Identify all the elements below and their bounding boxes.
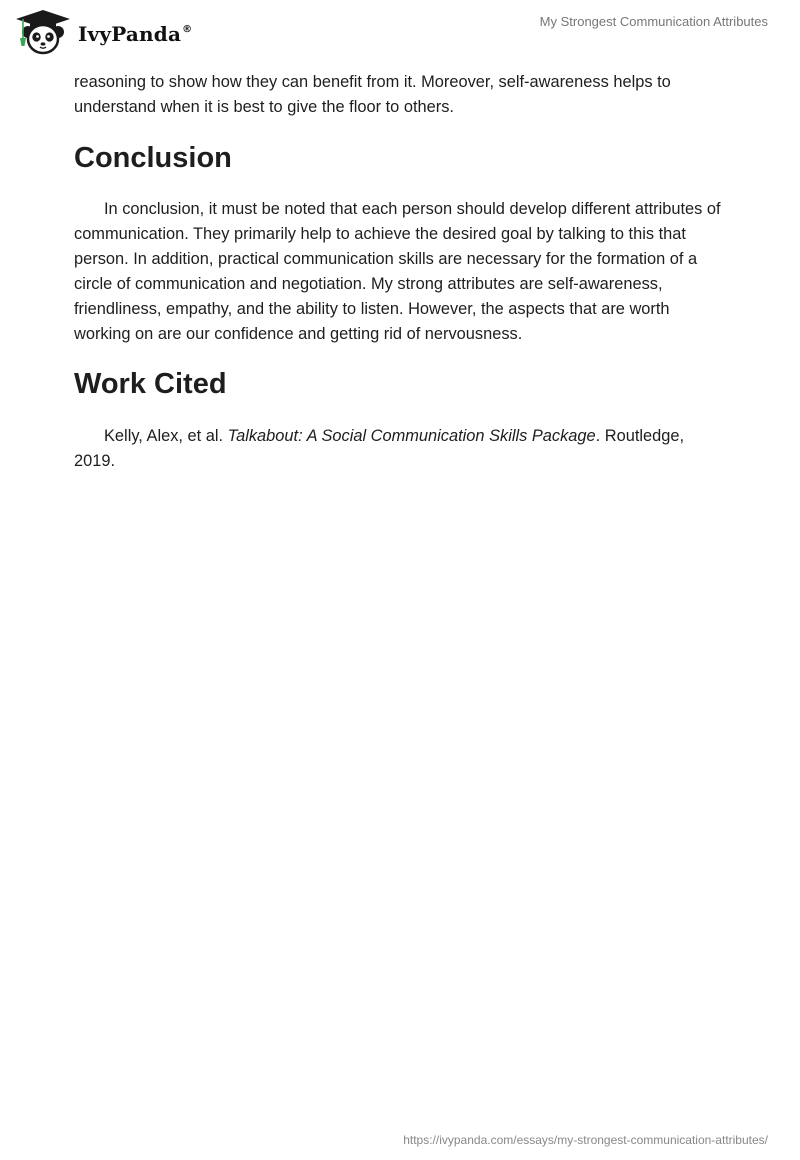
registered-mark: ® xyxy=(182,24,193,35)
citation-entry xyxy=(74,424,724,474)
logo-wordmark xyxy=(78,22,192,46)
ivypanda-logo[interactable] xyxy=(14,8,192,56)
intro-paragraph: reasoning to show how they can benefit from it. Moreover, self-awareness helps to understand when it is best to give the floor to others. xyxy=(74,73,671,116)
page-header xyxy=(0,0,800,60)
citation-authors: Kelly, Alex, et al. xyxy=(104,427,228,445)
conclusion-heading: Conclusion xyxy=(74,142,232,174)
page-title: My Strongest Communication Attributes xyxy=(539,14,768,29)
citation-publisher: . Routledge, 2019. xyxy=(74,427,685,470)
citation-title: Talkabout: A Social Communication Skills Package xyxy=(227,427,596,445)
essay-content xyxy=(74,70,724,474)
panda-graduation-cap-icon xyxy=(14,8,72,56)
logo-text: IvyPanda xyxy=(78,22,182,46)
conclusion-paragraph: In conclusion, it must be noted that each person should develop different attributes of communication. They primarily help to achieve the desired goal by talking to this that person. In addition, practical communication skills are necessary for the formation of a circle of communication and negotiation. My strong attributes are self-awareness, friendliness, empathy, and the ability to listen. However, the aspects that are worth working on are our confidence and getting rid of nervousness. xyxy=(74,200,721,343)
source-url[interactable]: https://ivypanda.com/essays/my-strongest-communication-attributes/ xyxy=(403,1133,768,1147)
work-cited-heading: Work Cited xyxy=(74,368,227,400)
